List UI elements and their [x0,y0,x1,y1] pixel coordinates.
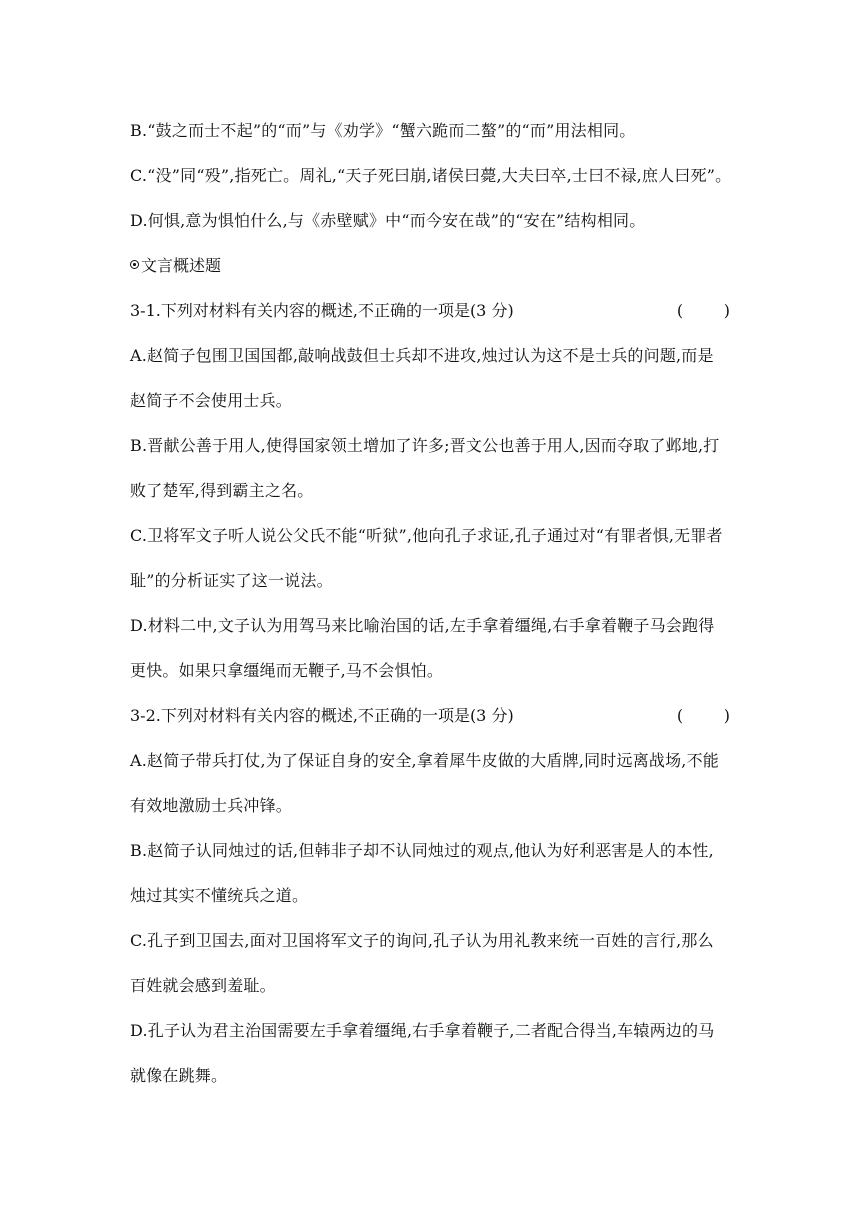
answer-line: 烛过其实不懂统兵之道。 [130,886,309,905]
answer-line: 赵简子不会使用士兵。 [130,391,293,410]
question-3-2-stem [130,693,735,738]
answer-line: D.孔子认为君主治国需要左手拿着缰绳,右手拿着鞭子,二者配合得当,车辕两边的马 [130,1021,715,1040]
question-3-1-stem [130,288,735,333]
answer-line: A.赵简子包围卫国国都,敲响战鼓但士兵却不进攻,烛过认为这不是士兵的问题,而是 [130,346,714,365]
document-page [130,108,735,1098]
answer-bracket: ( ) [676,301,730,320]
answer-line: B.赵简子认同烛过的话,但韩非子却不认同烛过的观点,他认为好利恶害是人的本性, [130,841,714,860]
answer-line: 更快。如果只拿缰绳而无鞭子,马不会惧怕。 [130,661,444,680]
section-heading-text: 文言概述题 [141,256,222,275]
answer-line: 有效地激励士兵冲锋。 [130,796,293,815]
answer-line: 就像在跳舞。 [130,1066,228,1085]
answer-line: B.晋献公善于用人,使得国家领土增加了许多;晋文公也善于用人,因而夺取了邺地,打 [130,436,720,455]
question-stem-text: 3-2.下列对材料有关内容的概述,不正确的一项是(3 分) [130,706,514,725]
answer-line: A.赵简子带兵打仗,为了保证自身的安全,拿着犀牛皮做的大盾牌,同时远离战场,不能 [130,751,719,770]
section-heading [130,243,735,288]
option-d-line: D.何惧,意为惧怕什么,与《赤壁赋》中“而今安在哉”的“安在”结构相同。 [130,211,646,230]
answer-line: 耻”的分析证实了这一说法。 [130,571,333,590]
answer-line: D.材料二中,文子认为用驾马来比喻治国的话,左手拿着缰绳,右手拿着鞭子马会跑得 [130,616,715,635]
answer-bracket: ( ) [676,706,730,725]
option-c-line: C.“没”同“殁”,指死亡。周礼,“天子死曰崩,诸侯曰薨,大夫曰卒,士曰不禄,庶人曰死”。 [130,166,732,185]
answer-line: 百姓就会感到羞耻。 [130,976,276,995]
answer-line: C.孔子到卫国去,面对卫国将军文子的询问,孔子认为用礼教来统一百姓的言行,那么 [130,931,714,950]
bullet-circle-icon [130,260,139,269]
option-b-line: B.“鼓之而士不起”的“而”与《劝学》“蟹六跪而二螯”的“而”用法相同。 [130,121,636,140]
answer-line: C.卫将军文子听人说公父氏不能“听狱”,他向孔子求证,孔子通过对“有罪者惧,无罪者 [130,526,723,545]
answer-line: 败了楚军,得到霸主之名。 [130,481,314,500]
question-stem-text: 3-1.下列对材料有关内容的概述,不正确的一项是(3 分) [130,301,514,320]
